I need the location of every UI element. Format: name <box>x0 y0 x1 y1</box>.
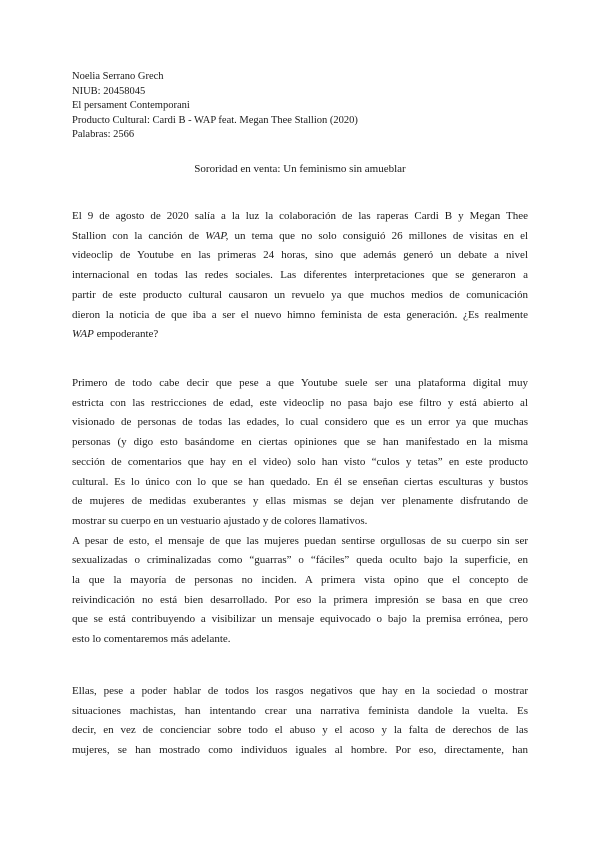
text-line: mujeres, se han mostrado como individuos iguales al hombre. Por eso, directamente, han <box>72 744 528 757</box>
word-count: Palabras: 2566 <box>72 129 135 141</box>
text-line: El 9 de agosto de 2020 salía a la luz la colaboración de las raperas Cardi B y Megan Thee <box>72 210 528 222</box>
text-line: de mujeres de medidas exuberantes y ellas mismas se dejan ver plenamente disfrutando de <box>72 495 528 508</box>
text-line: internacional en todas las redes sociales. Las diferentes interpretaciones que se generaron a <box>72 269 528 282</box>
text-line: WAP empoderante? <box>72 328 159 341</box>
student-id: NIUB: 20458045 <box>72 85 146 97</box>
text-line: estricta con las restricciones de edad, este videoclip no pasa bajo ese filtro y está abierto al <box>72 396 528 409</box>
text-line: personas (y digo esto basándome en ciertas opiniones que se han manifestado en la misma <box>72 436 528 449</box>
essay-title: Sororidad en venta: Un feminismo sin amueblar <box>194 163 406 175</box>
text-line: Stallion con la canción de WAP, un tema que no solo consiguió 26 millones de visitas en el <box>72 229 529 242</box>
course-name: El persament Contemporani <box>72 100 190 112</box>
text-line: esto lo comentaremos más adelante. <box>72 633 231 646</box>
author-name: Noelia Serrano Grech <box>72 71 164 82</box>
text-line: A pesar de esto, el mensaje de que las mujeres puedan sentirse orgullosas de su cuerpo sin ser <box>72 534 528 547</box>
text-line: situaciones machistas, han intentando crear una narrativa feminista dandole la vuelta. Es <box>72 704 528 717</box>
text-line: sección de comentarios que hay en el video) solo han visto “culos y tetas” en este producto <box>72 455 528 468</box>
text-line: la que la mayoría de personas no inciden. A primera vista opino que el concepto de <box>72 574 528 587</box>
text-line: que se está contribuyendo a visibilizar un mensaje equivocado o bajo la premisa errónea, pero <box>72 613 528 626</box>
paragraph-3 <box>72 682 528 761</box>
text-line: Primero de todo cabe decir que pese a que Youtube suele ser una plataforma digital muy <box>72 377 528 389</box>
text-line: decir, en vez de concienciar sobre todo el abuso y el acoso y la falta de derechos de las <box>72 724 528 737</box>
paragraph-1 <box>72 207 528 345</box>
text-line: mostrar su cuerpo en un vestuario ajustado y de colores llamativos. <box>72 514 368 527</box>
text-line: visionado de personas de todas las edades, lo cual considero que es un error ya que muchas <box>72 416 528 429</box>
document-header <box>72 70 358 143</box>
paragraph-2 <box>72 374 528 650</box>
cultural-product: Producto Cultural: Cardi B - WAP feat. Megan Thee Stallion (2020) <box>72 114 358 126</box>
text-line: dieron la noticia de que iba a ser el nuevo himno feminista de esta generación. ¿Es realmente <box>72 308 528 321</box>
text-line: sexualizadas o criminalizadas como “guarras” o “fáciles” queda oculto bajo la superficie, en <box>72 554 528 567</box>
text-line: partir de este producto cultural causaron un revuelo ya que muchos medios de comunicación <box>72 288 528 301</box>
text-line: Ellas, pese a poder hablar de todos los rasgos negativos que hay en la sociedad o mostrar <box>72 685 528 697</box>
text-line: reivindicación no está bien desarrollado. Por eso la primera impresión se basa en que creo <box>72 593 528 606</box>
text-line: videoclip de Youtube en las primeras 24 horas, sino que además generó un debate a nivel <box>72 249 528 262</box>
text-line: cultural. Es lo único con lo que se han quedado. En él se enseñan ciertas esculturas y bustos <box>72 475 528 488</box>
